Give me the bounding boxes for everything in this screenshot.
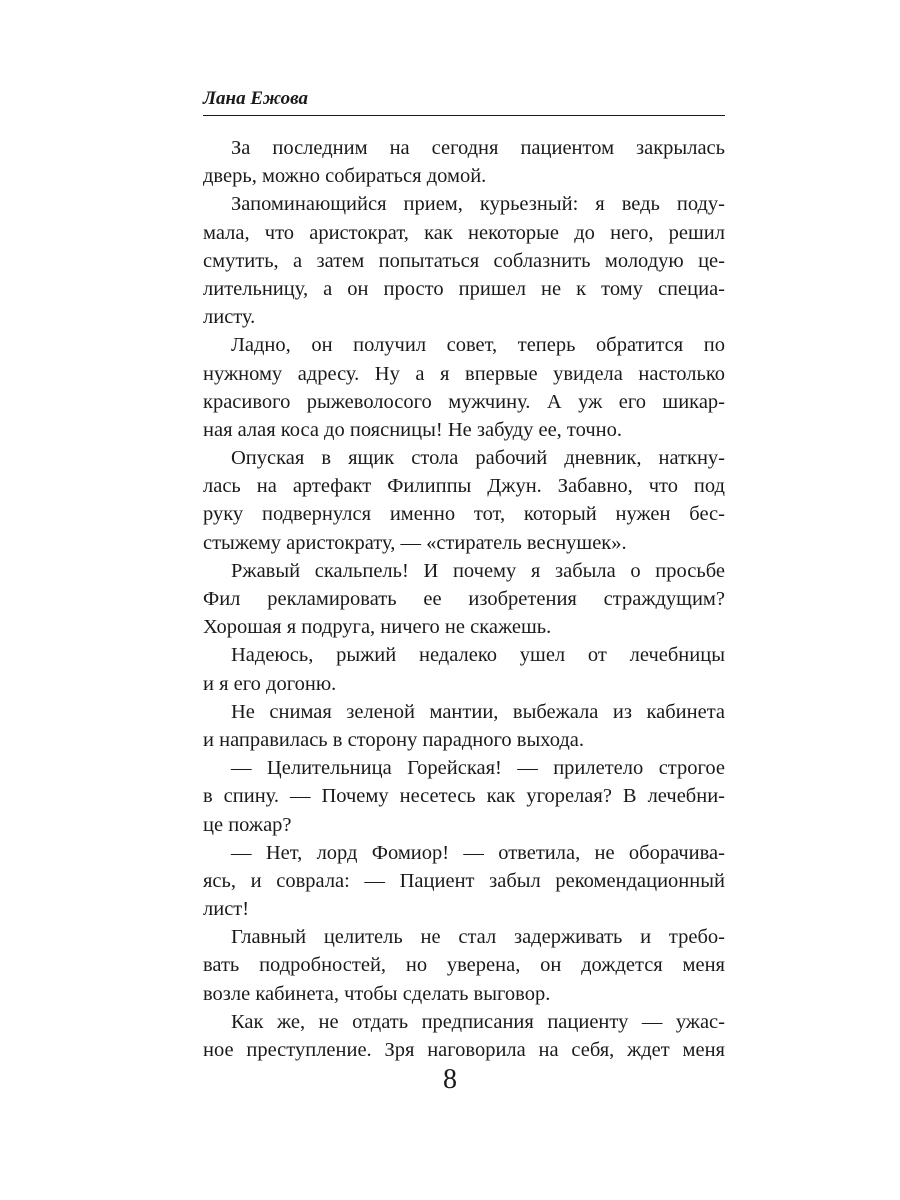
text-line: и я его догоню. bbox=[203, 672, 337, 695]
text-line: дверь, можно собираться домой. bbox=[203, 165, 487, 188]
text-line: це пожар? bbox=[203, 813, 292, 836]
text-line: — Целительница Горейская! — прилетело строгое bbox=[231, 757, 725, 780]
text-line: Главный целитель не стал задерживать и требо- bbox=[231, 926, 725, 949]
text-line: Как же, не отдать предписания пациенту — ужас- bbox=[231, 1010, 725, 1033]
text-line: красивого рыжеволосого мужчину. А уж его шикар- bbox=[203, 390, 725, 413]
text-line: За последним на сегодня пациентом закрылась bbox=[231, 137, 725, 159]
text-line: возле кабинета, чтобы сделать выговор. bbox=[203, 982, 551, 1005]
text-line: Запоминающийся прием, курьезный: я ведь поду- bbox=[231, 193, 725, 216]
text-line: лась на артефакт Филиппы Джун. Забавно, что под bbox=[203, 475, 725, 498]
running-head-author: Лана Ежова bbox=[203, 88, 308, 109]
text-line: Не снимая зеленой мантии, выбежала из кабинета bbox=[231, 700, 725, 723]
text-line: и направилась в сторону парадного выхода. bbox=[203, 728, 585, 751]
text-line: Ладно, он получил совет, теперь обратится по bbox=[231, 334, 725, 357]
text-line: Надеюсь, рыжий недалеко ушел от лечебницы bbox=[231, 644, 725, 667]
text-line: смутить, а затем попытаться соблазнить молодую це- bbox=[203, 249, 725, 272]
text-line: листу. bbox=[203, 306, 256, 329]
text-line: нужному адресу. Ну а я впервые увидела настолько bbox=[203, 362, 725, 385]
text-line: лительницу, а он просто пришел не к тому специа- bbox=[203, 277, 725, 300]
text-line: стыжему аристократу, — «стиратель веснушек». bbox=[203, 531, 627, 554]
text-line: Фил рекламировать ее изобретения страждущим? bbox=[203, 588, 725, 610]
text-line: мала, что аристократ, как некоторые до него, решил bbox=[203, 221, 725, 244]
text-line: вать подробностей, но уверена, он дождется меня bbox=[203, 954, 725, 977]
text-line: Опуская в ящик стола рабочий дневник, наткну- bbox=[231, 447, 725, 470]
text-line: — Нет, лорд Фомиор! — ответила, не оборачива- bbox=[231, 841, 725, 864]
page-number: 8 bbox=[443, 1064, 457, 1095]
text-line: ное преступление. Зря наговорила на себя, ждет меня bbox=[203, 1039, 725, 1061]
text-line: руку подвернулся именно тот, который нужен бес- bbox=[203, 503, 725, 526]
text-line: в спину. — Почему несетесь как угорелая? В лечебни- bbox=[203, 785, 725, 808]
header-rule bbox=[203, 115, 725, 116]
text-line: лист! bbox=[203, 898, 250, 921]
text-line: Хорошая я подруга, ничего не скажешь. bbox=[203, 616, 552, 639]
text-line: ясь, и соврала: — Пациент забыл рекомендационный bbox=[203, 869, 725, 892]
body-text bbox=[203, 134, 725, 1064]
text-line: ная алая коса до поясницы! Не забуду ее, точно. bbox=[203, 418, 622, 441]
text-line: Ржавый скальпель! И почему я забыла о просьбе bbox=[231, 559, 725, 582]
